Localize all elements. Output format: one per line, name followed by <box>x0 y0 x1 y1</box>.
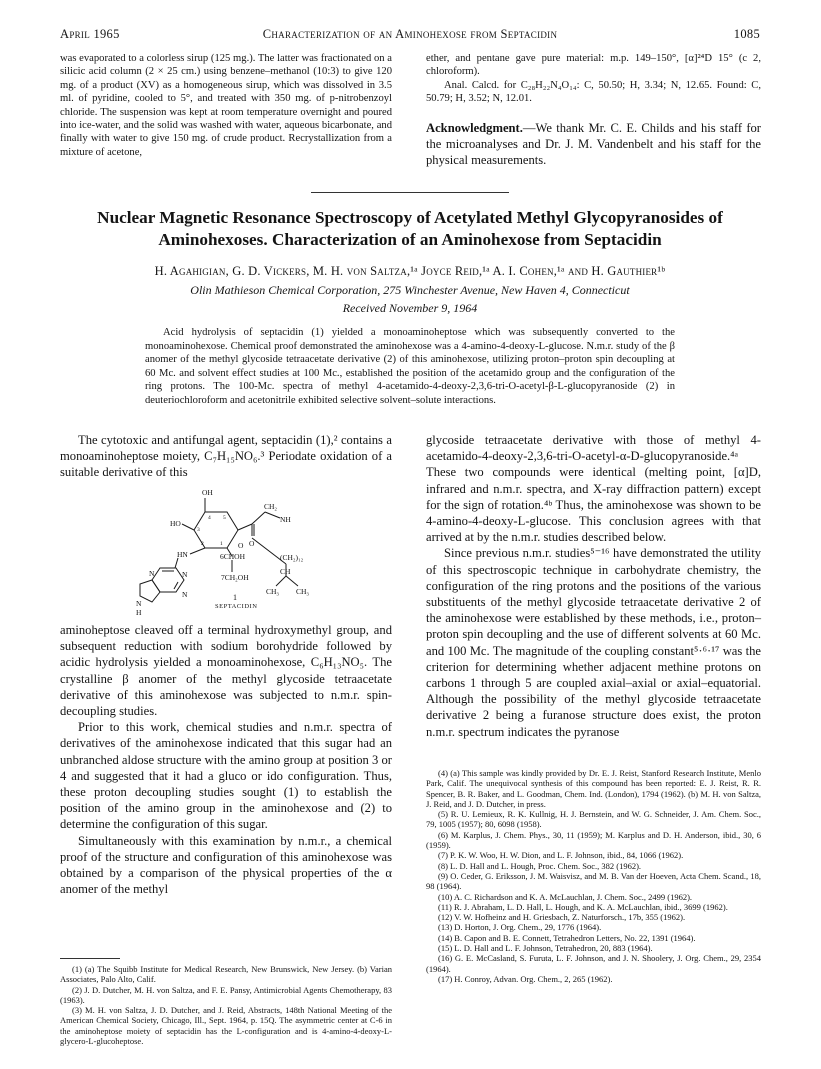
footnotes-left <box>60 964 392 1046</box>
article-title: Nuclear Magnetic Resonance Spectroscopy of Acetylated Methyl Glycopyranosides of Aminohexoses. Characterization of an Aminohexose from Septacidin <box>97 208 723 249</box>
label-n2: N <box>182 570 188 579</box>
footnote: (9) O. Ceder, G. Eriksson, J. M. Waisvisz, and M. B. Van der Hoeven, Acta Chem. Scand., 18, 98 (1964). <box>426 870 761 892</box>
septacidin-structure-drawing <box>120 484 370 619</box>
label-nh: NH <box>280 515 291 524</box>
acknowledgment-text: —We thank Mr. C. E. Childs and his staff for the microanalyses and Dr. J. M. Vandenbelt and his staff for the physical measurements. <box>426 121 761 168</box>
left-column-body <box>60 622 392 897</box>
abstract <box>145 326 675 408</box>
author-list <box>60 264 760 279</box>
footnote: (8) L. D. Hall and L. Hough, Proc. Chem. Soc., 382 (1962). <box>438 860 642 871</box>
footnote: (11) R. J. Abraham, L. D. Hall, L. Hough, and K. A. McLauchlan, ibid., 3699 (1962). <box>438 901 728 912</box>
paragraph-simultaneous: Simultaneously with this examination by n.m.r., a chemical proof of the structure and configuration of this aminohexose was obtained by a comparison of the physical properties of the α anomer of the methyl <box>60 833 392 897</box>
paragraph-aminoheptose: aminoheptose cleaved off a terminal hydroxymethyl group, and subsequent reduction with sodium borohydride followed by acidic hydrolysis yielded a monoaminohexose, C₆H₁₃NO₅. The crystalline β anomer of the methyl glycoside tetraacetate derivative of this aminohexose was subjected to n.m.r. spin-decoupling studies. <box>60 623 392 719</box>
paragraph-intro: The cytotoxic and antifungal agent, septacidin (1),² contains a monoaminoheptose moiety, C₇H₁₅NO₆.³ Periodate oxidation of a suitable derivative of this <box>60 433 392 480</box>
footnote: (6) M. Karplus, J. Chem. Phys., 30, 11 (1959); M. Karplus and D. H. Anderson, ibid., 30, 6 (1959). <box>426 829 761 851</box>
previous-article-experimental-end <box>60 52 392 159</box>
left-column-intro <box>60 432 392 481</box>
footnote: (1) (a) The Squibb Institute for Medical Research, New Brunswick, New Jersey. (b) Varian Associates, Palo Alto, Calif. <box>60 964 392 985</box>
right-column-body <box>426 432 761 740</box>
abstract-text: Acid hydrolysis of septacidin (1) yielded a monoaminoheptose which was subsequently converted to the monoaminohexose. Chemical proof demonstrated the aminohexose was a 4-amino-4-deoxy-L-glucose. N.m.r. study of the β anomer of the methyl glycoside tetraacetate derivative (2) of this aminohexose, utilizing proton–proton spin decoupling at 60 Mc. and solvent effect studies at 100 Mc., established the position of the acetamido group and the configuration of the ring protons. The 100-Mc. spectra of methyl 4-acetamido-4-deoxy-2,3,6-tri-O-acetyl-β-L-glucopyranoside (2) in deuteriochloroform and acetonitrile exhibited selective solvent–solute interactions. <box>145 327 675 406</box>
label-oh: OH <box>202 488 213 497</box>
structure-number: 1 <box>233 593 237 602</box>
footnote: (5) R. U. Lemieux, R. K. Kullnig, H. J. Bernstein, and W. G. Schneider, J. Am. Chem. Soc., 79, 1005 (1957); 80, 6098 (1958). <box>426 809 761 830</box>
footnote: (15) L. D. Hall and L. F. Johnson, Tetrahedron, 20, 883 (1964). <box>438 943 653 954</box>
affiliation: Olin Mathieson Chemical Corporation, 275 Winchester Avenue, New Haven 4, Connecticut <box>190 283 630 297</box>
label-ch2: CH₂ <box>264 502 278 511</box>
paragraph-nmr-studies: Since previous n.m.r. studies⁵⁻¹⁶ have demonstrated the utility of this spectroscopic technique in carbohydrate chemistry, the configuration of the ring protons and the positions of the various substituents of the methyl glycoside tetraacetate derivative 2 of the aminohexose were established by these methods, i.e., proton–proton spin decoupling and the use of different solvents at 60 Mc. and 100 Mc. The magnitude of the coupling constant⁵·⁶·¹⁷ was the criterion for determining whether adjacent methine protons on carbons 1 through 5 are coupled axial–axial or axial–equatorial. Although the possibility of the methyl glycoside tetraacetate derivative 2 being a furanose structure does exist, the proton n.m.r. spectrum indicates the pyranose <box>426 546 761 739</box>
received-date: Received November 9, 1964 <box>342 301 478 315</box>
label-ch3-a: CH₃ <box>266 587 280 596</box>
label-ch2oh: 7CH₂OH <box>221 573 249 582</box>
label-h: H <box>136 608 142 617</box>
section-divider <box>311 192 509 193</box>
ring-position-5: 5 <box>223 515 226 521</box>
label-n4: N <box>136 599 142 608</box>
label-n1: N <box>149 569 155 578</box>
running-head <box>60 27 760 43</box>
label-hn: HN <box>177 550 188 559</box>
footnote: (16) G. E. McCasland, S. Furuta, L. F. Johnson, and J. N. Shoolery, J. Org. Chem., 29, 2354 (1964). <box>426 953 761 974</box>
analysis-text: Anal. Calcd. for C₂₈H₂₂N₄O₁₄: C, 50.50; H, 3.34; N, 12.65. Found: C, 50.79; H, 3.52; N, 12.01. <box>426 79 761 105</box>
author-names: H. Agahigian, G. D. Vickers, M. H. von Saltza,¹ᵃ Joyce Reid,¹ᵃ A. I. Cohen,¹ᵃ and H. Gauthier¹ᵇ <box>154 264 666 278</box>
footnote: (12) V. W. Hofheinz and H. Griesbach, Z. Naturforsch., 17b, 355 (1962). <box>438 912 686 923</box>
running-head-date: April 1965 <box>60 27 120 41</box>
footnote: (13) D. Horton, J. Org. Chem., 29, 1776 (1964). <box>438 922 602 933</box>
acknowledgment <box>426 120 761 169</box>
footnote: (10) A. C. Richardson and K. A. McLauchlan, J. Chem. Soc., 2499 (1962). <box>438 891 693 902</box>
label-choh: 6CHOH <box>220 552 246 561</box>
footnote: (14) B. Capon and B. E. Connett, Tetrahedron Letters, No. 22, 1391 (1964). <box>438 932 696 943</box>
ring-position-2: 2 <box>201 541 204 547</box>
ring-position-3: 3 <box>197 527 200 533</box>
label-ho: HO <box>170 519 181 528</box>
structure-caption: SEPTACIDIN <box>215 603 258 610</box>
septacidin-structure <box>120 484 370 619</box>
acknowledgment-label: Acknowledgment. <box>426 121 523 135</box>
page-number: 1085 <box>733 27 760 41</box>
footnote: (2) J. D. Dutcher, M. H. von Saltza, and F. E. Pansy, Antimicrobial Agents Chemotherapy, 83 (1963). <box>60 984 392 1005</box>
label-ch: CH <box>280 567 291 576</box>
experimental-text: was evaporated to a colorless sirup (125 mg.). The latter was fractionated on a silicic acid column (2 × 25 cm.) using benzene–methanol (10:3) to give 120 mg. of a product (XV) as a homogeneous sirup, which was dissolved in 3.5 ml. of pyridine, cooled to 5°, and treated with 350 mg. of p-nitrobenzoyl chloride. The suspension was kept at room temperature overnight and poured into ice-water, and the solid was washed with water, aqueous bicarbonate, and finally with water to give 150 mg. of crude product. Recrystallization from a mixture of acetone, <box>60 53 392 158</box>
footnote-divider <box>60 958 120 959</box>
paragraph-prior-work: Prior to this work, chemical studies and n.m.r. spectra of derivatives of the aminohexose indicated that this sugar had an unbranched aldose structure with the amino group at position 3 or 4 and suggested that it had a gluco or ido configuration. Thus, these proton decoupling studies sought (1) to establish the position of the amino group in the aminohexose and (2) to determine the configuration of this sugar. <box>60 720 392 832</box>
paragraph-glycoside: glycoside tetraacetate derivative with those of methyl 4-acetamido-4-deoxy-2,3,6-tri-O-acetyl-α-D-glucopyranoside.⁴ᵃ These two compounds were identical (melting point, [α]D, infrared and n.m.r. spectra, and X-ray diffraction pattern) except for the sign of rotation.⁴ᵇ Thus, the aminohexose was shown to be 4-amino-4-deoxy-L-glucose. This conclusion agrees with that arrived at by the n.m.r. studies described below. <box>426 433 761 545</box>
previous-article-right-top <box>426 52 761 106</box>
footnote: (7) P. K. W. Woo, H. W. Dion, and L. F. Johnson, ibid., 84, 1066 (1962). <box>438 850 684 861</box>
label-carbonyl-o: O <box>249 539 255 548</box>
footnote: (3) M. H. von Saltza, J. D. Dutcher, and J. Reid, Abstracts, 148th National Meeting of the American Chemical Society, Chicago, Ill., Sept. 1964, p. 15Q. The asymmetric center at C-6 in the aminoheptose moiety of septacidin has the L-configuration and is 4-amino-4-deoxy-L-glycero-L-glucoheptose. <box>60 1005 392 1047</box>
ring-position-1: 1 <box>220 541 223 547</box>
footnotes-right <box>426 768 761 984</box>
label-ring-o: O <box>238 541 244 550</box>
label-ch2-chain: (CH₂)₁₂ <box>280 553 304 562</box>
label-ch3-b: CH₃ <box>296 587 310 596</box>
running-head-title: Characterization of an Aminohexose from Septacidin <box>262 27 558 41</box>
label-n3: N <box>182 590 188 599</box>
ring-position-4: 4 <box>208 515 211 521</box>
footnote: (17) H. Conroy, Advan. Org. Chem., 2, 265 (1962). <box>438 973 613 984</box>
footnote: (4) (a) This sample was kindly provided by Dr. E. J. Reist, Stanford Research Institute, Menlo Park, Calif. The unequivocal synthesis of this compound has been reported: E. J. Reist, R. R. Spencer, B. R. Baker, and L. Goodman, Chem. Ind. (London), 1794 (1962). (b) M. H. von Saltza, J. Reid, and J. D. Dutcher, in press. <box>426 768 761 809</box>
recrystallization-text: ether, and pentane gave pure material: m.p. 149–150°, [α]²⁴D 15° (c 2, chloroform). <box>426 53 761 78</box>
